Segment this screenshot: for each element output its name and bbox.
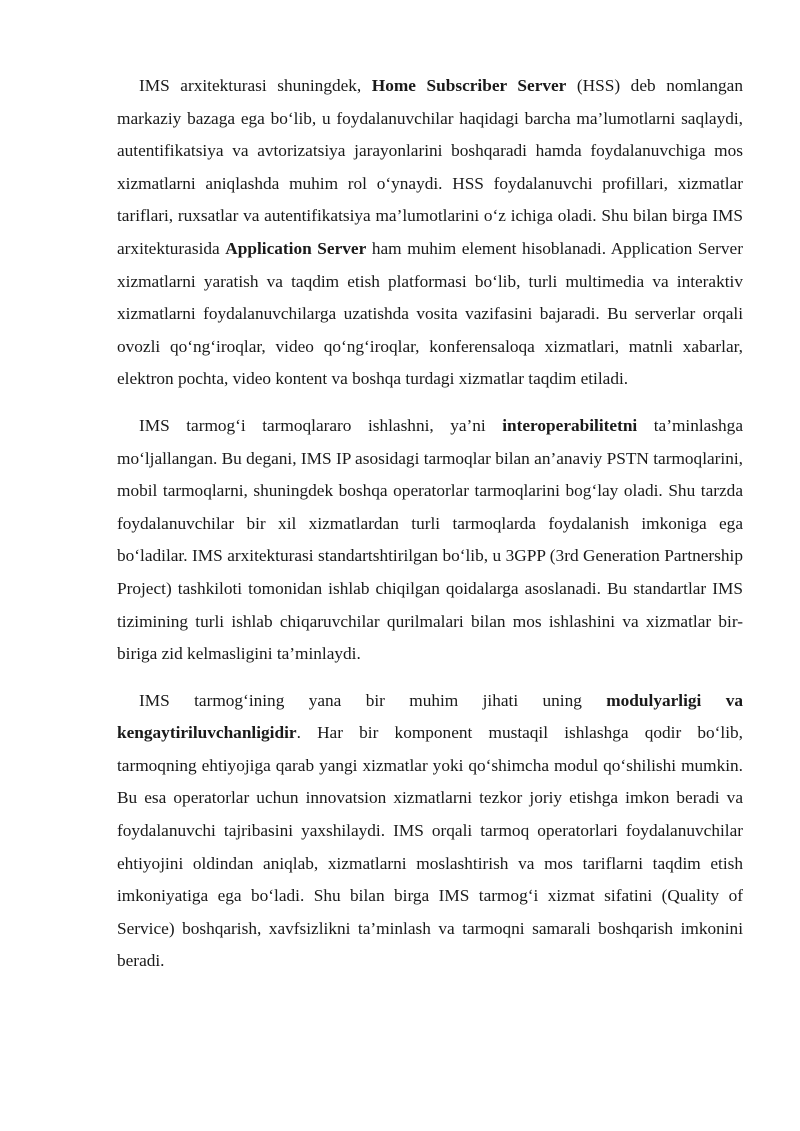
paragraph-text: (HSS) deb nomlangan markaziy bazaga ega bo‘lib, u foydalanuvchilar haqidagi barcha ma’lumotlarni saqlaydi, autentifikatsiya va avtorizatsiya jarayonlarini boshqaradi hamda foydalanuvchiga mos xizmatlarni aniqlashda muhim rol o‘ynaydi. HSS foydalanuvchi profillari, xizmatlar tariflari, ruxsatlar va autentifikatsiya ma’lumotlarini o‘z ichiga oladi. Shu bilan birga IMS arxitekturasida [117,76,743,258]
paragraph-text: ham muhim element hisoblanadi. Application Server xizmatlarni yaratish va taqdim etish platformasi bo‘lib, turli multimedia va interaktiv xizmatlarni foydalanuvchilarga uzatishda vosita vazifasini bajaradi. Bu serverlar orqali ovozli qo‘ng‘iroqlar, video qo‘ng‘iroqlar, konferensaloqa xizmatlari, matnli xabarlar, elektron pochta, video kontent va boshqa turdagi xizmatlar taqdim etiladi. [117,238,743,389]
bold-term-modularity: modulyarligi va kengaytiriluvchanligidir [117,690,743,743]
bold-term-interoperability: interoperabilitetni [502,415,638,435]
paragraph-text: IMS tarmog‘ining yana bir muhim jihati uning [139,690,607,710]
bold-term-application-server: Application Server [225,238,367,258]
paragraph-text: . Har bir komponent mustaqil ishlashga qodir bo‘lib, tarmoqning ehtiyojiga qarab yangi xizmatlar yoki qo‘shimcha modul qo‘shilishi mumkin. Bu esa operatorlar uchun innovatsion xizmatlarni tezkor joriy etishga imkon beradi va foydalanuvchi tajribasini yaxshilaydi. IMS orqali tarmoq operatorlari foydalanuvchilar ehtiyojini oldindan aniqlab, xizmatlarni moslashtirish va mos tariflarni taqdim etish imkoniyatiga ega bo‘ladi. Shu bilan birga IMS tarmog‘i xizmat sifatini (Quality of Service) boshqarish, xavfsizlikni ta’minlash va tarmoqni samarali boshqarish imkonini beradi. [117,723,743,971]
document-page [117,70,743,992]
bold-term-hss: Home Subscriber Server [371,76,567,95]
paragraph-hss [117,70,743,396]
paragraph-modularity [117,685,743,978]
paragraph-text: IMS arxitekturasi shuningdek, [139,76,372,95]
paragraph-text: IMS tarmog‘i tarmoqlararo ishlashni, ya’ni [139,415,503,435]
paragraph-text: ta’minlashga mo‘ljallangan. Bu degani, IMS IP asosidagi tarmoqlar bilan an’anaviy PSTN tarmoqlarini, mobil tarmoqlarni, shuningdek boshqa operatorlar tarmoqlarini bog‘lay oladi. Shu tarzda foydalanuvchilar bir xil xizmatlardan turli tarmoqlarda foydalanish imkoniga ega bo‘ladilar. IMS arxitekturasi standartshtirilgan bo‘lib, u 3GPP (3rd Generation Partnership Project) tashkiloti tomonidan ishlab chiqilgan qoidalarga asoslanadi. Bu standartlar IMS tizimining turli ishlab chiqaruvchilar qurilmalari bilan mos ishlashini va xizmatlar bir-biriga zid kelmasligini ta’minlaydi. [117,415,743,664]
paragraph-interoperability [117,410,743,671]
